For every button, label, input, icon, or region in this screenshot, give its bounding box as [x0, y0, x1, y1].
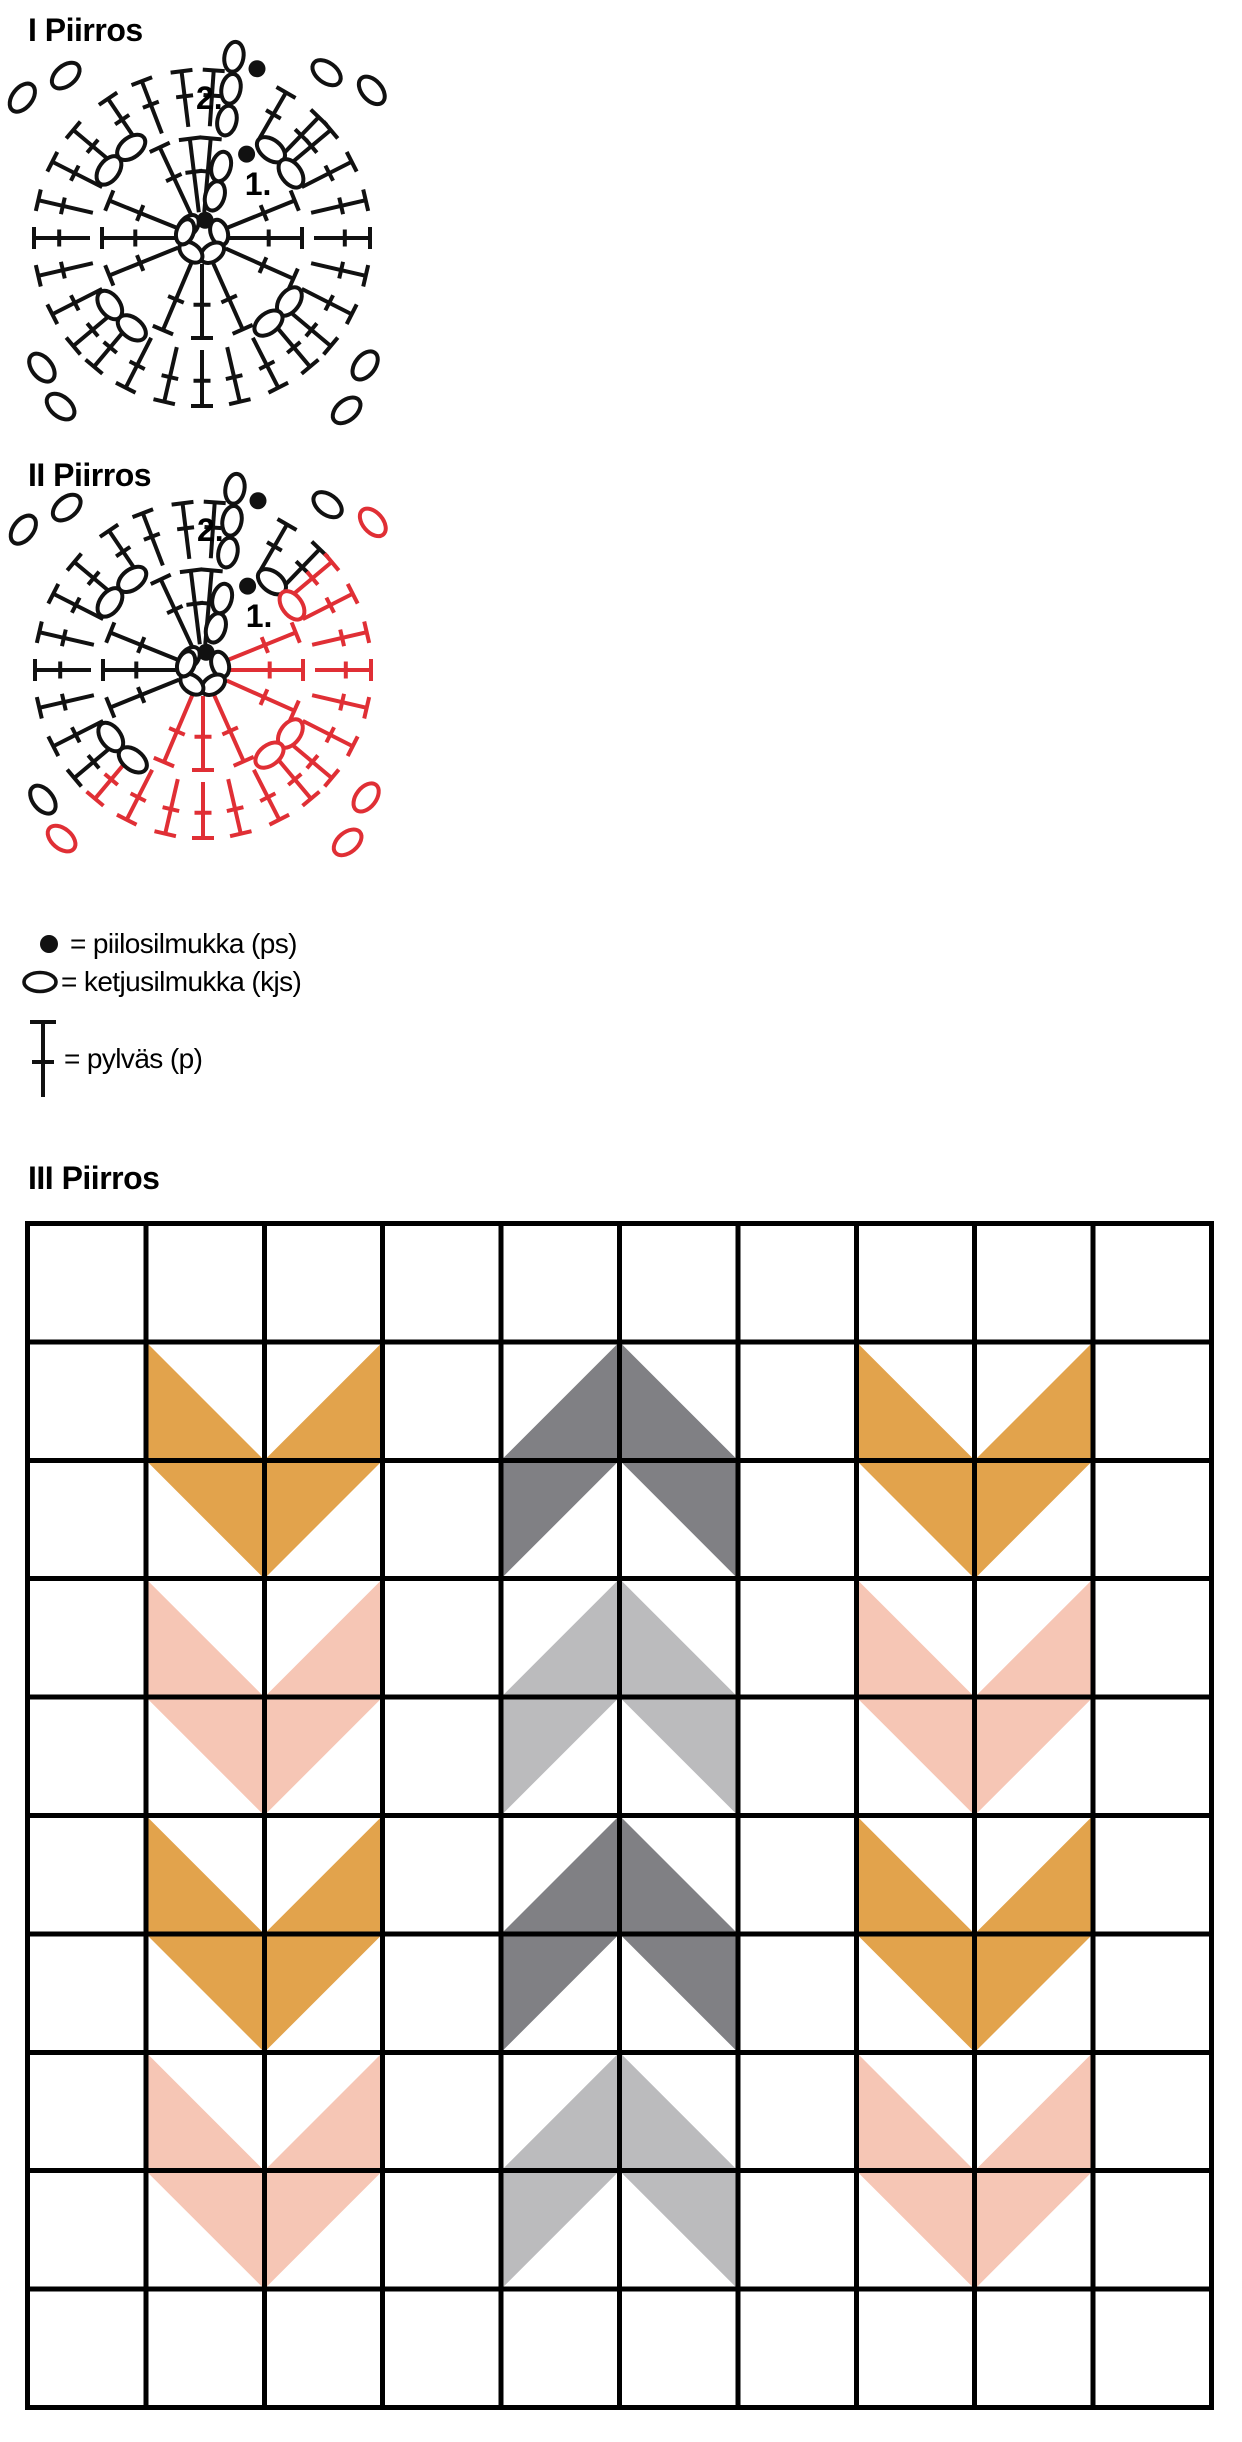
dc-top-bar [37, 697, 42, 718]
dc-stitch [37, 694, 94, 719]
dc-stitch [117, 770, 152, 825]
slip-stitch-dot [198, 644, 215, 661]
round-1-label: 1. [245, 597, 273, 634]
dc-top-bar [229, 399, 250, 404]
dc-stitch [37, 621, 94, 646]
chain-oval [24, 349, 60, 386]
dc-cross-bar [176, 95, 193, 97]
dc-stitch [105, 248, 178, 286]
dc-stitch [180, 569, 203, 644]
dc-stitch [192, 696, 214, 770]
dc-stitch [192, 782, 214, 838]
dc-stitch [36, 262, 93, 287]
center-ring [174, 643, 233, 699]
chain-oval [328, 392, 365, 428]
dc-stitch [315, 659, 371, 681]
dc-stitch [312, 621, 369, 646]
dc-cross-bar [177, 527, 194, 529]
dc-stitch [254, 770, 289, 825]
dc-top-bar [154, 831, 175, 836]
dc-stitch [132, 77, 162, 133]
legend-item-post [22, 1016, 202, 1102]
chain-oval [354, 72, 390, 109]
dc-stitch [150, 143, 191, 215]
dc-stitch [281, 542, 328, 590]
chain-oval [223, 472, 247, 505]
dc-cross-bar [340, 694, 344, 711]
dc-stitch [106, 680, 179, 718]
dc-cross-bar [339, 262, 343, 279]
chain-oval [209, 582, 235, 616]
dc-stitch [303, 584, 358, 619]
dc-stitch [47, 152, 102, 187]
dc-top-bar [203, 70, 225, 72]
legend-item-slip-stitch [28, 925, 297, 963]
legend-item-chain [19, 963, 301, 1001]
chain-oval [5, 79, 40, 117]
dc-stitch [36, 189, 93, 214]
dc-cross-bar [61, 262, 65, 279]
dc-stitch [47, 289, 102, 324]
slip-stitch-dot [197, 212, 214, 229]
dc-top-bar [37, 621, 42, 642]
dc-cross-bar [144, 534, 160, 540]
dc-stitch [35, 659, 91, 681]
dc-cross-bar [163, 807, 180, 811]
dc-top-bar [364, 621, 369, 642]
slip-stitch-dot [250, 492, 267, 509]
chain-oval [42, 389, 79, 425]
chain-oval [355, 504, 391, 541]
round-2 [6, 472, 391, 860]
dc-stitch [133, 509, 163, 565]
dc-stitch [102, 227, 176, 249]
center-ring [173, 211, 232, 267]
dc-stitch [103, 659, 177, 681]
dc-cross-bar [339, 198, 343, 215]
dc-stitch [280, 110, 327, 158]
dc-stitch [179, 137, 202, 212]
dc-top-bar [201, 569, 223, 571]
round-2-label: 2. [195, 80, 223, 117]
dc-cross-bar [162, 375, 179, 379]
dc-stitch [154, 694, 193, 766]
dc-stitch [227, 779, 252, 836]
dc-top-bar [36, 189, 41, 210]
dc-stitch [253, 338, 288, 393]
chain-oval [222, 40, 246, 73]
dc-stitch [191, 350, 213, 406]
dc-stitch [302, 152, 357, 187]
chain-oval [329, 824, 366, 860]
dc-top-bar [171, 70, 193, 73]
dc-top-bar [363, 265, 368, 286]
dc-stitch [258, 87, 296, 141]
round-2 [5, 40, 390, 428]
dc-stitch [311, 262, 368, 287]
legend-label-post: = pylväs (p) [64, 1043, 203, 1074]
chain-oval [48, 490, 85, 526]
dc-stitch [226, 347, 251, 404]
dc-cross-bar [62, 694, 66, 711]
dc-cross-bar [227, 807, 244, 811]
dc-top-bar [99, 93, 117, 105]
chart3-pattern-grid [25, 1221, 1214, 2410]
dc-top-bar [180, 569, 202, 572]
slip-stitch-dot [238, 146, 255, 163]
chain-oval [308, 55, 346, 90]
chain-oval [47, 58, 84, 94]
dc-stitch [214, 694, 254, 766]
dc-stitch [34, 227, 90, 249]
chart3-title: III Piirros [28, 1160, 160, 1196]
post-stitch-icon [22, 1017, 64, 1101]
dc-top-bar [172, 502, 194, 505]
chart2-crochet-motif [3, 465, 413, 871]
chart1-crochet-motif [2, 33, 412, 439]
dc-stitch [116, 338, 151, 393]
chain-oval-icon [19, 968, 61, 996]
dc-stitch [171, 70, 193, 127]
dc-top-bar [153, 399, 174, 404]
dc-stitch [311, 189, 368, 214]
dc-top-bar [36, 265, 41, 286]
dc-stitch [172, 502, 194, 559]
slip-stitch-dot [239, 578, 256, 595]
legend-label-slip-stitch: = piilosilmukka (ps) [70, 928, 297, 959]
chart2-title: II Piirros [28, 457, 152, 493]
dc-stitch [226, 249, 298, 289]
chain-oval [309, 487, 347, 522]
chart1-title: I Piirros [28, 12, 143, 48]
dc-stitch [151, 575, 192, 647]
dc-stitch [106, 622, 179, 660]
round-1 [92, 562, 309, 778]
dc-top-bar [230, 831, 251, 836]
dc-stitch [227, 681, 299, 721]
round-1-label: 1. [244, 165, 272, 202]
dc-stitch [213, 262, 253, 334]
dc-top-bar [100, 525, 118, 537]
dc-stitch [303, 721, 358, 756]
dc-stitch [314, 227, 370, 249]
dc-cross-bar [61, 198, 65, 215]
dc-stitch [312, 694, 369, 719]
dc-stitch [302, 289, 357, 324]
dc-cross-bar [340, 630, 344, 647]
dc-stitch [105, 190, 178, 228]
legend-label-chain: = ketjusilmukka (kjs) [61, 966, 302, 997]
slip-stitch-dot [249, 60, 266, 77]
dc-cross-bar [226, 375, 243, 379]
dc-stitch [191, 264, 213, 338]
dc-cross-bar [62, 630, 66, 647]
dc-stitch [154, 779, 179, 836]
dc-stitch [48, 721, 103, 756]
dc-stitch [229, 659, 303, 681]
chain-oval [348, 779, 383, 817]
round-1 [91, 130, 308, 346]
chain-oval [43, 821, 80, 857]
dc-top-bar [363, 189, 368, 210]
dc-top-bar [179, 137, 201, 140]
dc-top-bar [200, 137, 222, 139]
slip-stitch-dot-icon [28, 926, 70, 962]
dc-stitch [48, 584, 103, 619]
chain-oval [208, 150, 234, 184]
dc-top-bar [364, 697, 369, 718]
chain-oval [347, 347, 382, 385]
dc-top-bar [204, 502, 226, 504]
chain-oval [6, 511, 41, 549]
round-2-label: 2. [196, 512, 224, 549]
dc-stitch [259, 519, 297, 573]
dc-stitch [153, 347, 178, 404]
dc-stitch [153, 262, 192, 334]
dc-cross-bar [143, 102, 159, 108]
dc-stitch [228, 227, 302, 249]
chain-oval [25, 781, 61, 818]
